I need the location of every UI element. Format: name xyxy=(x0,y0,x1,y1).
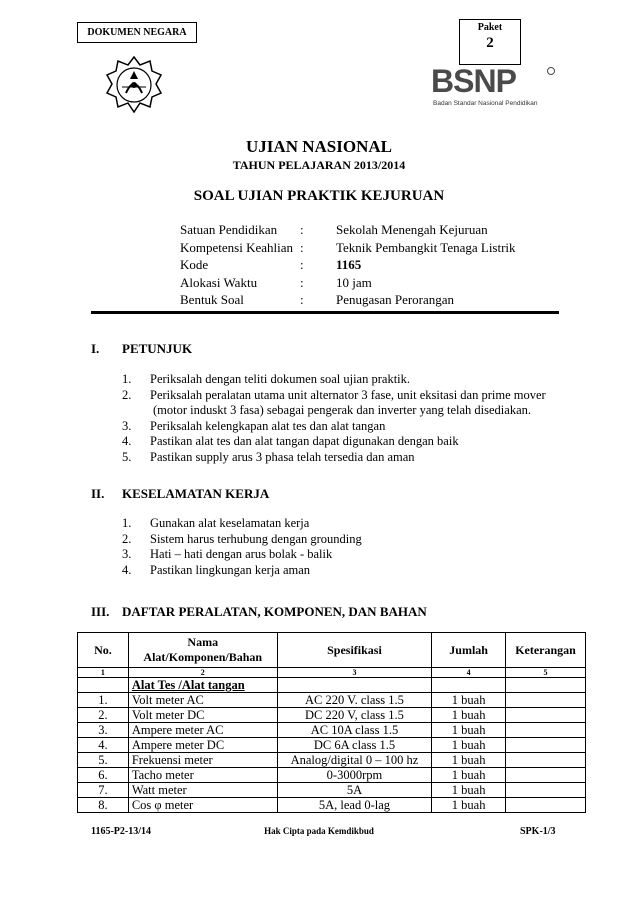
cell-qty: 1 buah xyxy=(432,723,506,738)
section-title: PETUNJUK xyxy=(122,341,193,356)
cell-name: Volt meter AC xyxy=(128,693,277,708)
metadata-row xyxy=(180,221,516,239)
cell-qty: 1 buah xyxy=(432,798,506,813)
document-classification-label: DOKUMEN NEGARA xyxy=(77,22,197,43)
metadata-value: 1165 xyxy=(336,257,362,272)
metadata-row xyxy=(180,256,516,274)
table-row xyxy=(78,693,586,708)
cell-name: Ampere meter DC xyxy=(128,738,277,753)
cell-qty: 1 buah xyxy=(432,693,506,708)
item-text: Sistem harus terhubung dengan grounding xyxy=(150,531,362,546)
list-item xyxy=(122,516,362,532)
metadata-key: Bentuk Soal xyxy=(180,292,244,307)
cell-name: Frekuensi meter xyxy=(128,753,277,768)
section-number: III. xyxy=(91,604,110,619)
metadata-colon: : xyxy=(300,257,304,272)
cell-name: Watt meter xyxy=(128,783,277,798)
cell-spec: AC 220 V. class 1.5 xyxy=(277,693,432,708)
header-divider xyxy=(91,311,559,314)
item-number: 3. xyxy=(122,547,132,561)
item-number: 4. xyxy=(122,562,132,577)
item-text: Pastikan supply arus 3 phasa telah tersedia dan aman xyxy=(150,449,415,464)
item-number: 1. xyxy=(122,516,132,530)
paket-number: 2 xyxy=(486,35,494,51)
cell-qty: 1 buah xyxy=(432,753,506,768)
table-row xyxy=(78,753,586,768)
item-text-continued: (motor induskt 3 fasa) sebagai pengerak dan inverter yang telah disediakan. xyxy=(153,403,531,417)
metadata-value: Sekolah Menengah Kejuruan xyxy=(336,222,488,237)
tut-wuri-handayani-logo xyxy=(104,55,164,115)
cell-spec: DC 220 V, class 1.5 xyxy=(277,708,432,723)
cell-no: 3. xyxy=(78,723,129,738)
cell-no: 2. xyxy=(78,708,129,723)
cell-note xyxy=(506,783,586,798)
item-number: 4. xyxy=(122,434,132,448)
column-header-no: No. xyxy=(78,633,129,668)
cell-name: Tacho meter xyxy=(128,768,277,783)
item-text: Gunakan alat keselamatan kerja xyxy=(150,516,310,530)
list-item xyxy=(122,547,362,563)
metadata-value: 10 jam xyxy=(336,274,372,290)
section-number: I. xyxy=(91,341,100,356)
table-row xyxy=(78,798,586,813)
footer-copyright: Hak Cipta pada Kemdikbud xyxy=(264,826,374,836)
cell-name: Cos φ meter xyxy=(128,798,277,813)
metadata-colon: : xyxy=(300,239,304,255)
list-item xyxy=(122,434,546,450)
table-header-row xyxy=(78,633,586,668)
list-item xyxy=(122,532,362,548)
table-row xyxy=(78,738,586,753)
cell-qty: 1 buah xyxy=(432,768,506,783)
metadata-row xyxy=(180,239,516,257)
item-number: 5. xyxy=(122,449,132,464)
cell-spec: Analog/digital 0 – 100 hz xyxy=(277,753,432,768)
cell-note xyxy=(506,768,586,783)
paket-box xyxy=(459,19,521,65)
exam-subtitle: SOAL UJIAN PRAKTIK KEJURUAN xyxy=(193,188,445,204)
item-text: Periksalah kelengkapan alat tes dan alat tangan xyxy=(150,418,386,433)
metadata-colon: : xyxy=(300,222,304,237)
table-group-row xyxy=(78,678,586,693)
item-text: Hati – hati dengan arus bolak - balik xyxy=(150,547,333,561)
item-text: Periksalah dengan teliti dokumen soal ujian praktik. xyxy=(150,372,411,386)
cell-note xyxy=(506,798,586,813)
cell-name: Volt meter DC xyxy=(128,708,277,723)
cell-no: 5. xyxy=(78,753,129,768)
list-item xyxy=(122,419,546,435)
metadata-key: Kompetensi Keahlian xyxy=(180,239,293,255)
section-title: KESELAMATAN KERJA xyxy=(122,486,270,501)
metadata-row xyxy=(180,291,516,309)
safety-list xyxy=(122,516,362,578)
table-row xyxy=(78,723,586,738)
bsnp-logo-text: BSNP xyxy=(431,66,516,94)
section-number: II. xyxy=(91,486,105,501)
cell-note xyxy=(506,723,586,738)
cell-spec: 5A, lead 0-lag xyxy=(277,798,432,813)
footer-page-number: SPK-1/3 xyxy=(520,826,556,837)
item-text: Pastikan lingkungan kerja aman xyxy=(150,562,311,577)
column-index: 5 xyxy=(506,668,586,678)
column-index-row xyxy=(78,668,586,678)
cell-note xyxy=(506,753,586,768)
metadata-colon: : xyxy=(300,292,304,307)
cell-no: 6. xyxy=(78,768,129,783)
item-number: 2. xyxy=(122,387,132,402)
metadata-colon: : xyxy=(300,274,304,290)
cell-note xyxy=(506,693,586,708)
cell-spec: AC 10A class 1.5 xyxy=(277,723,432,738)
cell-no: 1. xyxy=(78,693,129,708)
list-item xyxy=(122,388,546,419)
cell-no: 8. xyxy=(78,798,129,813)
metadata-key: Kode xyxy=(180,257,209,272)
bsnp-subtitle: Badan Standar Nasional Pendidikan xyxy=(433,100,538,107)
cell-no: 7. xyxy=(78,783,129,798)
cell-qty: 1 buah xyxy=(432,783,506,798)
column-header-name: Nama Alat/Komponen/Bahan xyxy=(128,633,277,668)
cell-note xyxy=(506,738,586,753)
column-index: 2 xyxy=(128,668,277,678)
instruction-list xyxy=(122,372,546,465)
list-item xyxy=(122,563,362,579)
item-number: 1. xyxy=(122,372,132,386)
list-item xyxy=(122,372,546,388)
item-number: 3. xyxy=(122,418,132,433)
table-row xyxy=(78,708,586,723)
table-row xyxy=(78,783,586,798)
item-number: 2. xyxy=(122,531,132,546)
exam-metadata xyxy=(180,221,516,309)
equipment-table xyxy=(77,632,586,813)
cell-no: 4. xyxy=(78,738,129,753)
list-item xyxy=(122,450,546,466)
cell-spec: 5A xyxy=(277,783,432,798)
item-text: Pastikan alat tes dan alat tangan dapat digunakan dengan baik xyxy=(150,434,459,448)
metadata-row xyxy=(180,274,516,292)
item-text: Periksalah peralatan utama unit alternator 3 fase, unit eksitasi dan prime mover xyxy=(150,387,546,402)
exam-title: UJIAN NASIONAL xyxy=(246,137,392,156)
paket-label: Paket xyxy=(477,22,503,33)
cell-note xyxy=(506,708,586,723)
bsnp-logo xyxy=(431,66,557,106)
table-row xyxy=(78,768,586,783)
column-header-note: Keterangan xyxy=(506,633,586,668)
cell-qty: 1 buah xyxy=(432,708,506,723)
cell-spec: 0-3000rpm xyxy=(277,768,432,783)
footer-code: 1165-P2-13/14 xyxy=(91,826,151,837)
section-title: DAFTAR PERALATAN, KOMPONEN, DAN BAHAN xyxy=(122,604,427,619)
metadata-key: Alokasi Waktu xyxy=(180,274,258,290)
group-label: Alat Tes /Alat tangan xyxy=(128,678,277,693)
column-index: 1 xyxy=(78,668,129,678)
metadata-key: Satuan Pendidikan xyxy=(180,222,278,237)
cell-qty: 1 buah xyxy=(432,738,506,753)
academic-year: TAHUN PELAJARAN 2013/2014 xyxy=(232,158,406,172)
column-header-qty: Jumlah xyxy=(432,633,506,668)
cell-name: Ampere meter AC xyxy=(128,723,277,738)
column-header-spec: Spesifikasi xyxy=(277,633,432,668)
column-index: 4 xyxy=(432,668,506,678)
metadata-value: Penugasan Perorangan xyxy=(336,292,455,307)
metadata-value: Teknik Pembangkit Tenaga Listrik xyxy=(336,239,516,255)
column-index: 3 xyxy=(277,668,432,678)
cell-spec: DC 6A class 1.5 xyxy=(277,738,432,753)
